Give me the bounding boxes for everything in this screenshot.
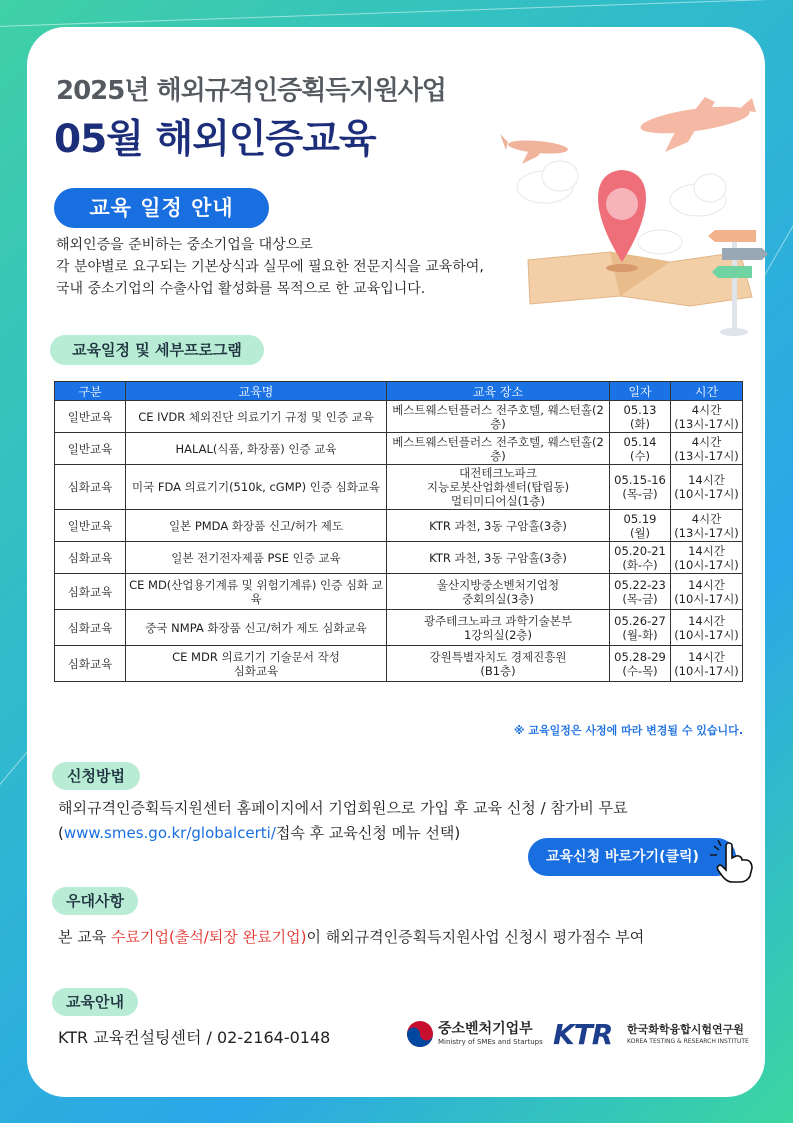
category-cell: 일반교육 xyxy=(55,510,126,542)
benefit-suffix: 이 해외규격인증획득지원사업 신청시 평가점수 부여 xyxy=(306,928,645,946)
time-cell: 14시간 (10시-17시) xyxy=(671,646,743,682)
airplane-icon xyxy=(639,97,756,152)
website-link[interactable]: www.smes.go.kr/globalcerti/ xyxy=(63,824,276,842)
intro-line: 국내 중소기업의 수출사업 활성화를 목적으로 한 교육입니다. xyxy=(56,281,426,297)
category-cell: 심화교육 xyxy=(55,610,126,646)
paren-open: ( xyxy=(58,824,64,842)
benefit-prefix: 본 교육 xyxy=(58,928,112,946)
column-header: 시간 xyxy=(671,382,743,401)
apply-shortcut-button[interactable] xyxy=(528,838,736,876)
location-cell: 베스트웨스턴플러스 전주호텔, 웨스턴홀(2층) xyxy=(387,433,610,465)
taegeuk-icon xyxy=(406,1020,434,1048)
apply-text: 해외규격인증획득지원센터 홈페이지에서 기업회원으로 가입 후 교육 신청 / 참가비 무료 xyxy=(58,799,628,817)
course-name-cell: CE IVDR 체외진단 의료기기 규정 및 인증 교육 xyxy=(126,401,387,433)
program-subtitle: 2025년 해외규격인증획득지원사업 xyxy=(56,76,446,106)
table-header-row xyxy=(55,382,743,401)
time-cell: 14시간 (10시-17시) xyxy=(671,574,743,610)
benefit-heading: 우대사항 xyxy=(52,887,138,915)
location-cell: 광주테크노파크 과학기술본부 1강의실(2층) xyxy=(387,610,610,646)
category-cell: 일반교육 xyxy=(55,401,126,433)
course-name-cell: CE MD(산업용기계류 및 위험기계류) 인증 심화 교육 xyxy=(126,574,387,610)
travel-illustration xyxy=(490,92,770,342)
intro-line: 각 분야별로 요구되는 기본상식과 실무에 필요한 전문지식을 교육하여, xyxy=(56,259,484,275)
category-cell: 일반교육 xyxy=(55,433,126,465)
date-cell: 05.19 (월) xyxy=(610,510,671,542)
schedule-note: ※ 교육일정은 사정에 따라 변경될 수 있습니다. xyxy=(513,724,743,737)
mss-logo xyxy=(406,1018,543,1052)
column-header: 교육명 xyxy=(126,382,387,401)
category-cell: 심화교육 xyxy=(55,542,126,574)
location-cell: 강원특별자치도 경제진흥원 (B1층) xyxy=(387,646,610,682)
table-row xyxy=(55,401,743,433)
date-cell: 05.13 (화) xyxy=(610,401,671,433)
background-line xyxy=(0,0,793,27)
ktr-logo xyxy=(553,1018,749,1052)
column-header: 일자 xyxy=(610,382,671,401)
category-cell: 심화교육 xyxy=(55,574,126,610)
column-header: 교육 장소 xyxy=(387,382,610,401)
table-row xyxy=(55,574,743,610)
mss-name: 중소벤처기업부 xyxy=(438,1021,533,1037)
contact-text: KTR 교육컨설팅센터 / 02-2164-0148 xyxy=(58,1028,331,1047)
table-row xyxy=(55,610,743,646)
benefit-highlight: 수료기업(출석/퇴장 완료기업) xyxy=(111,928,307,946)
date-cell: 05.26-27 (월-화) xyxy=(610,610,671,646)
schedule-info-badge: 교육 일정 안내 xyxy=(54,188,269,228)
ktr-english-name: KOREA TESTING & RESEARCH INSTITUTE xyxy=(627,1038,749,1045)
date-cell: 05.14 (수) xyxy=(610,433,671,465)
ktr-mark: KTR xyxy=(553,1018,613,1051)
date-cell: 05.20-21 (화-수) xyxy=(610,542,671,574)
course-name-cell: HALAL(식품, 화장품) 인증 교육 xyxy=(126,433,387,465)
intro-text xyxy=(56,234,484,300)
apply-heading: 신청방법 xyxy=(52,762,140,790)
category-cell: 심화교육 xyxy=(55,465,126,510)
category-cell: 심화교육 xyxy=(55,646,126,682)
location-cell: KTR 과천, 3동 구암홀(3층) xyxy=(387,542,610,574)
apply-url-line xyxy=(58,822,460,843)
table-row xyxy=(55,646,743,682)
table-row xyxy=(55,542,743,574)
airplane-icon xyxy=(500,134,568,164)
table-row xyxy=(55,465,743,510)
date-cell: 05.15-16 (목-금) xyxy=(610,465,671,510)
apply-url-suffix: 접속 후 교육신청 메뉴 선택) xyxy=(275,824,461,842)
time-cell: 4시간 (13시-17시) xyxy=(671,401,743,433)
hand-pointer-icon xyxy=(706,840,758,884)
table-row xyxy=(55,510,743,542)
table-row xyxy=(55,433,743,465)
ktr-name: 한국화학융합시험연구원 xyxy=(627,1023,744,1036)
course-name-cell: 일본 전기전자제품 PSE 인증 교육 xyxy=(126,542,387,574)
date-cell: 05.22-23 (목-금) xyxy=(610,574,671,610)
time-cell: 14시간 (10시-17시) xyxy=(671,465,743,510)
apply-button-label: 교육신청 바로가기(클릭) xyxy=(546,849,699,865)
course-name-cell: 미국 FDA 의료기기(510k, cGMP) 인증 심화교육 xyxy=(126,465,387,510)
location-cell: 대전테크노파크 지능로봇산업화센터(탑립동) 멀티미디어실(1층) xyxy=(387,465,610,510)
time-cell: 4시간 (13시-17시) xyxy=(671,433,743,465)
time-cell: 4시간 (13시-17시) xyxy=(671,510,743,542)
date-cell: 05.28-29 (수-목) xyxy=(610,646,671,682)
time-cell: 14시간 (10시-17시) xyxy=(671,542,743,574)
location-cell: KTR 과천, 3동 구암홀(3층) xyxy=(387,510,610,542)
column-header: 구분 xyxy=(55,382,126,401)
mss-english-name: Ministry of SMEs and Startups xyxy=(438,1038,543,1046)
location-cell: 베스트웨스턴플러스 전주호텔, 웨스턴홀(2층) xyxy=(387,401,610,433)
intro-line: 해외인증을 준비하는 중소기업을 대상으로 xyxy=(56,237,313,253)
course-name-cell: 일본 PMDA 화장품 신고/허가 제도 xyxy=(126,510,387,542)
schedule-heading: 교육일정 및 세부프로그램 xyxy=(50,335,264,365)
time-cell: 14시간 (10시-17시) xyxy=(671,610,743,646)
page-title: 05월 해외인증교육 xyxy=(54,117,376,162)
schedule-table xyxy=(54,381,743,682)
benefit-text xyxy=(58,926,644,947)
contact-heading: 교육안내 xyxy=(52,988,138,1016)
location-cell: 울산지방중소벤처기업청 중회의실(3층) xyxy=(387,574,610,610)
course-name-cell: CE MDR 의료기기 기술문서 작성 심화교육 xyxy=(126,646,387,682)
course-name-cell: 중국 NMPA 화장품 신고/허가 제도 심화교육 xyxy=(126,610,387,646)
